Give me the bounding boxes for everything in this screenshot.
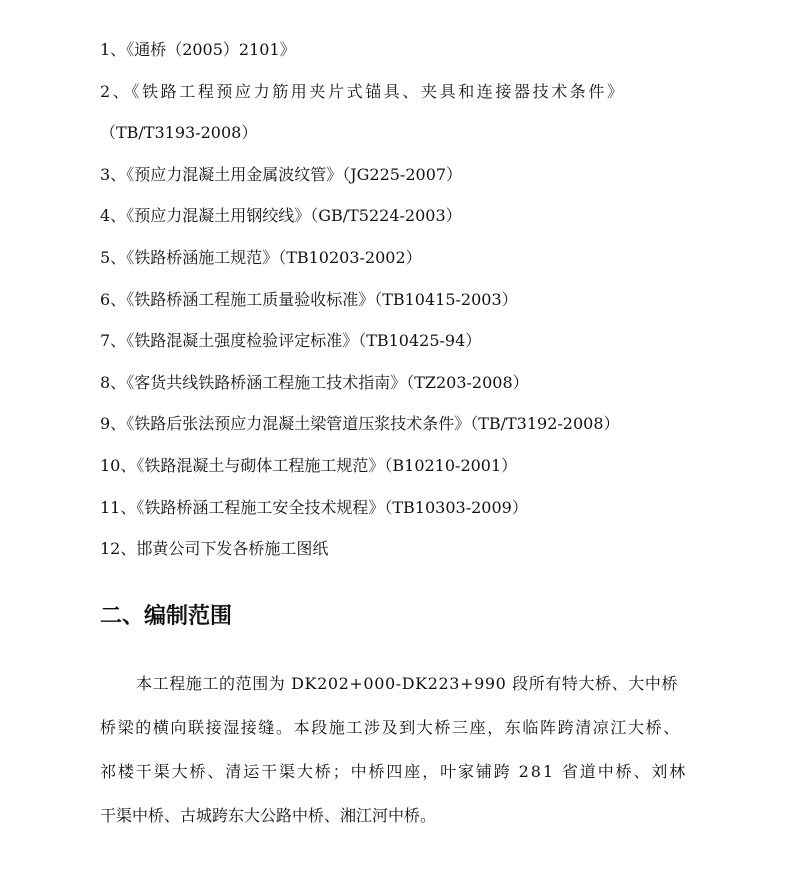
reference-item-10 [100,454,700,496]
reference-item-2 [100,80,700,122]
reference-text: 《铁路混凝土强度检验评定标准》（TB10425-94） [126,331,482,351]
reference-text: 《预应力混凝土用钢绞线》（GB/T5224-2003） [126,206,462,226]
reference-text: 邯黄公司下发各桥施工图纸 [136,539,329,559]
section-heading: 二、编制范围 [100,604,233,629]
reference-number: 5、 [100,247,127,267]
reference-item-7 [100,329,700,371]
reference-text: 《通桥（2005）2101》 [126,40,296,59]
reference-list [100,38,700,579]
reference-text: 《铁路后张法预应力混凝土梁管道压浆技术条件》（TB/T3192-2008） [126,414,620,434]
reference-number: 7、 [100,331,127,351]
reference-number: 3、 [100,164,127,184]
reference-item-6 [100,288,700,330]
reference-text: 《铁路桥涵工程施工质量验收标准》（TB10415-2003） [126,289,518,309]
reference-number: 12、 [100,539,137,559]
reference-number: 9、 [100,414,127,434]
reference-item-11 [100,496,700,538]
reference-item-5 [100,246,700,288]
body-paragraph [100,672,700,848]
reference-item-12 [100,537,700,579]
reference-text: 《客货共线铁路桥涵工程施工技术指南》（TZ203-2008） [126,372,529,392]
reference-text: 《铁路桥涵工程施工安全技术规程》（TB10303-2009） [136,497,528,517]
reference-item-9 [100,412,700,454]
reference-item-3 [100,163,700,205]
paragraph-line: 祁楼干渠大桥、清运干渠大桥；中桥四座，叶家铺跨 281 省道中桥、刘林 [100,762,688,781]
reference-item-2-continuation: （TB/T3193-2008） [100,123,258,143]
reference-text: 《铁路桥涵施工规范》（TB10203-2002） [126,247,422,267]
reference-text: 《预应力混凝土用金属波纹管》（JG225-2007） [126,164,463,184]
paragraph-line: 桥梁的横向联接湿接缝。本段施工涉及到大桥三座，东临阵跨清凉江大桥、 [100,718,681,737]
reference-number: 11、 [100,497,137,517]
reference-item-4 [100,204,700,246]
reference-number: 8、 [100,372,127,392]
reference-number: 10、 [100,455,137,475]
reference-number: 4、 [100,206,127,226]
reference-number: 1、 [100,40,127,59]
reference-text: 《铁路工程预应力筋用夹片式锚具、夹具和连接器技术条件》 [131,81,626,101]
reference-number: 6、 [100,289,127,309]
reference-item-8 [100,371,700,413]
paragraph-line: 本工程施工的范围为 DK202+000-DK223+990 段所有特大桥、大中桥 [136,674,679,693]
reference-text: 《铁路混凝土与砌体工程施工规范》（B10210-2001） [136,455,518,475]
reference-item-1 [100,38,700,80]
paragraph-line: 干渠中桥、古城跨东大公路中桥、湘江河中桥。 [100,806,437,825]
reference-number: 2、 [100,81,132,101]
